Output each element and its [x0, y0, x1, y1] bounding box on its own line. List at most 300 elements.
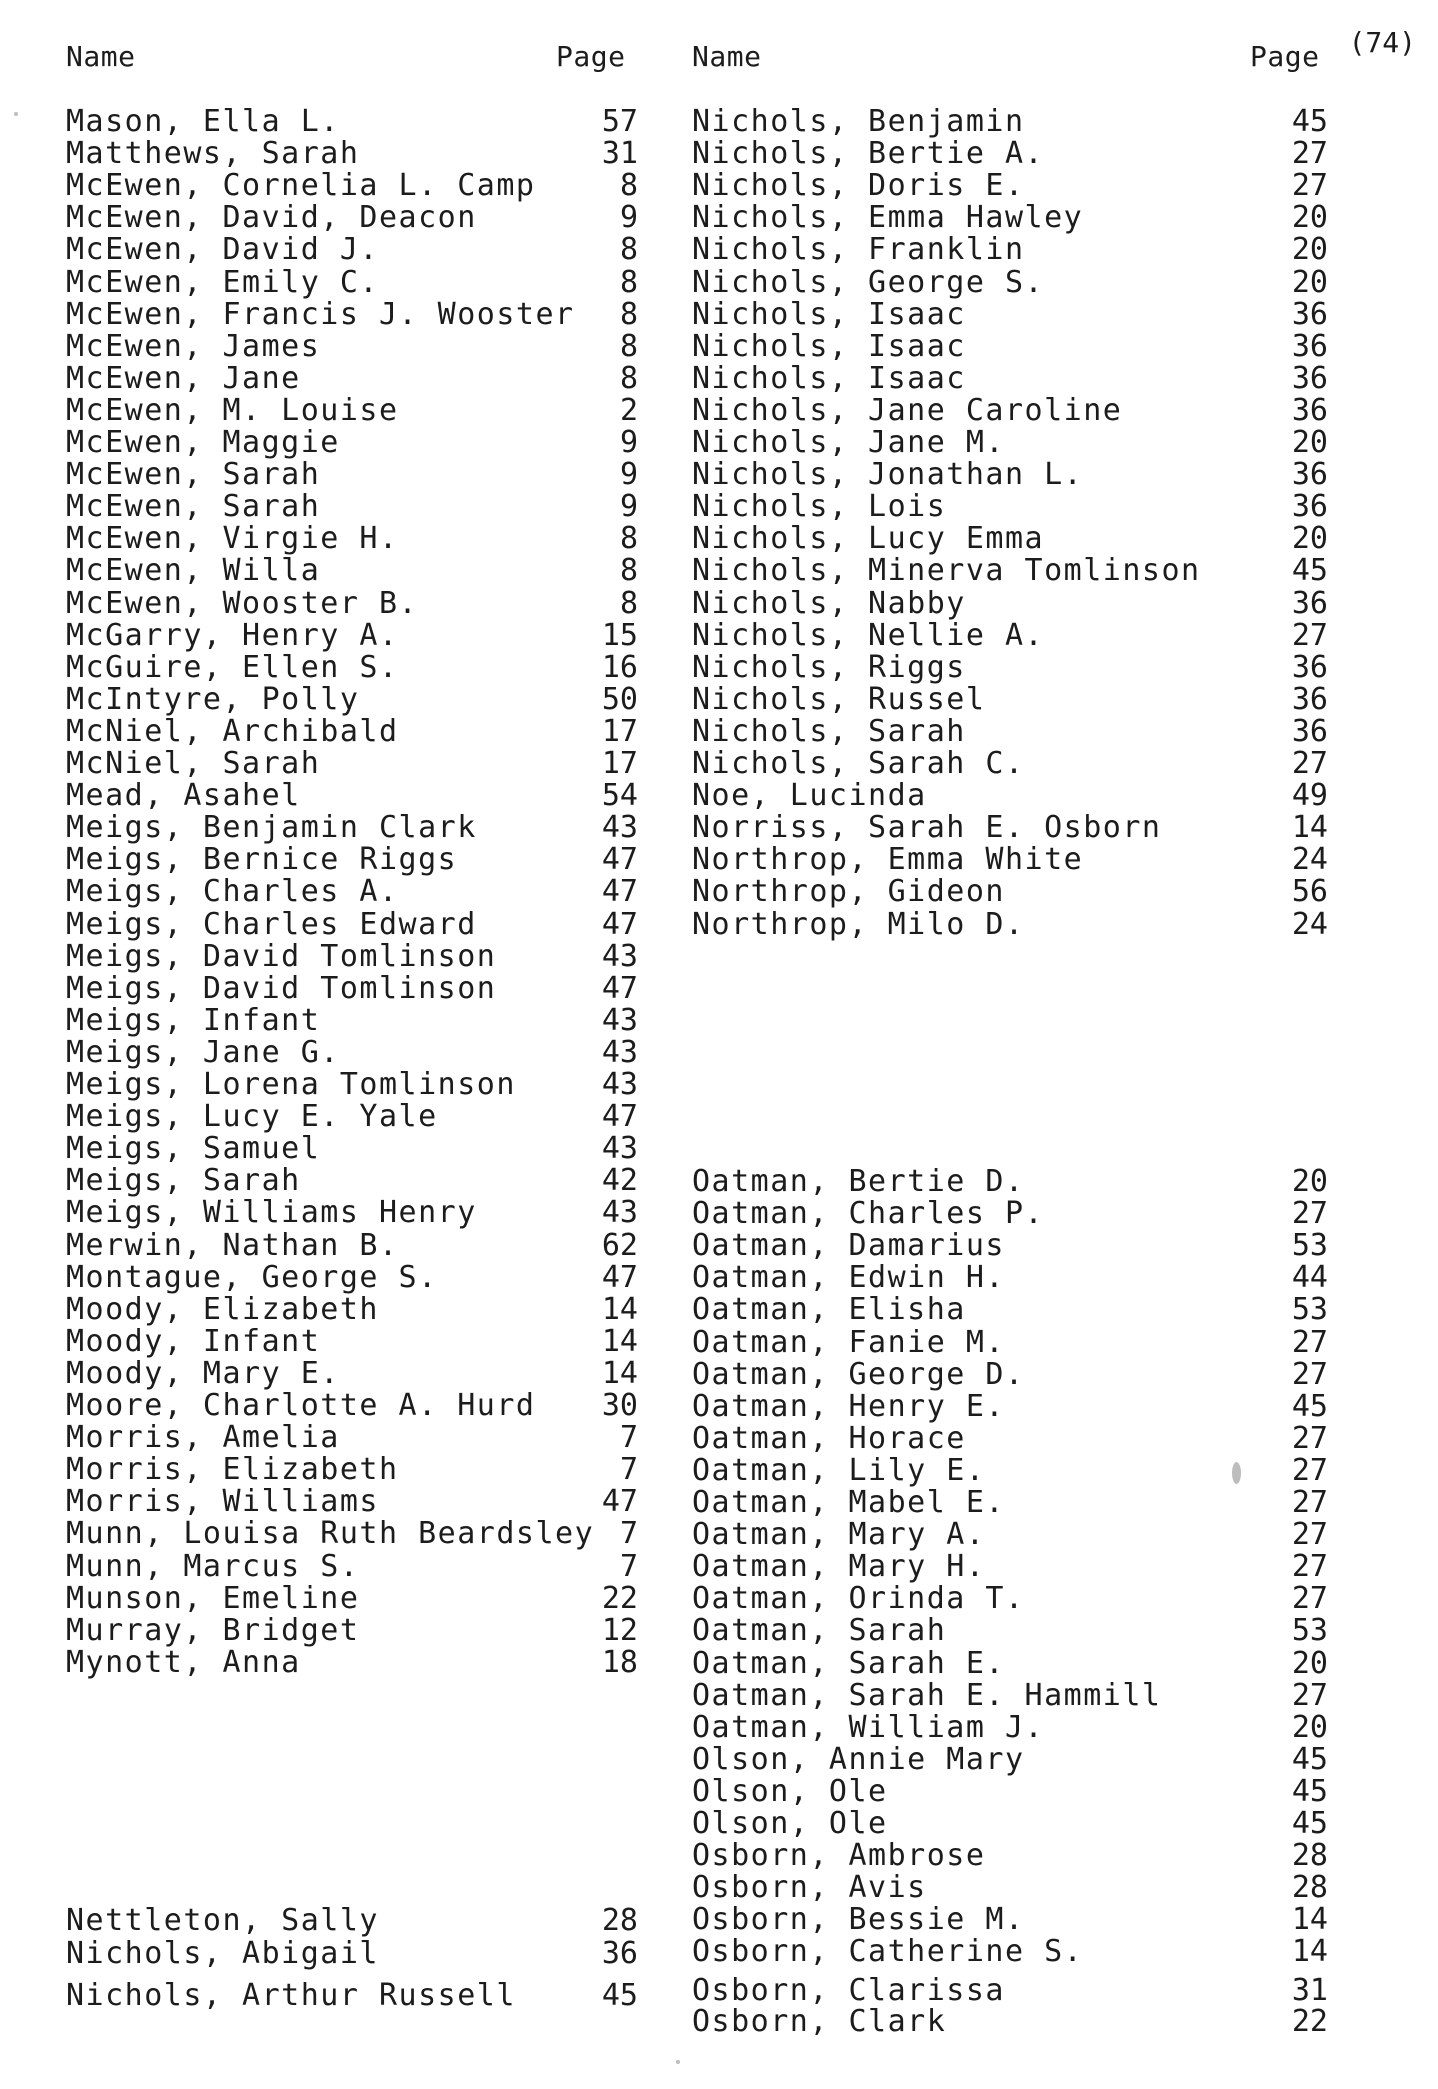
entry-page: 47	[601, 874, 638, 910]
left-page-header: Page	[556, 40, 626, 73]
index-entry	[692, 1936, 1328, 1968]
entry-name: Nichols, Riggs	[692, 649, 966, 685]
entry-name: Olson, Annie Mary	[692, 1741, 1025, 1777]
entry-name: Nichols, Arthur Russell	[66, 1978, 516, 2013]
entry-name: Morris, Williams	[66, 1484, 379, 1520]
entry-page: 45	[1291, 1773, 1328, 1809]
entry-page: 36	[601, 1936, 638, 1971]
entry-page: 57	[601, 104, 638, 139]
entry-name: Nichols, George S.	[692, 264, 1045, 300]
entry-page: 8	[619, 585, 638, 621]
entry-name: Nichols, Nellie A.	[692, 617, 1045, 653]
entry-name: Nichols, Minerva Tomlinson	[692, 553, 1201, 589]
entry-page: 43	[601, 1002, 638, 1038]
entry-name: Nichols, Lucy Emma	[692, 521, 1045, 557]
entry-page: 54	[601, 778, 638, 814]
index-entry	[692, 649, 1328, 685]
entry-name: Murray, Bridget	[66, 1612, 360, 1648]
entry-page: 20	[1291, 232, 1328, 268]
entry-name: Moore, Charlotte A. Hurd	[66, 1388, 536, 1423]
entry-name: Nichols, Doris E.	[692, 168, 1025, 204]
entry-name: Oatman, Fanie M.	[692, 1324, 1005, 1360]
index-entry	[692, 844, 1328, 876]
entry-page: 8	[619, 264, 638, 300]
index-entry	[692, 1583, 1328, 1615]
index-entry	[66, 617, 638, 653]
entry-page: 9	[619, 200, 638, 236]
entry-page: 27	[1291, 617, 1328, 653]
index-entry	[66, 713, 638, 749]
entry-name: Olson, Ole	[692, 1773, 888, 1809]
entry-name: Oatman, Lily E.	[692, 1452, 986, 1488]
entry-page: 22	[601, 1580, 638, 1616]
entry-page: 36	[1291, 328, 1328, 364]
entry-page: 36	[1291, 681, 1328, 717]
index-entry	[66, 681, 638, 717]
index-entry	[692, 1356, 1328, 1392]
entry-name: Meigs, Benjamin Clark	[66, 810, 477, 846]
index-entry	[692, 617, 1328, 653]
index-entry	[66, 748, 638, 780]
entry-name: Meigs, Sarah	[66, 1163, 301, 1199]
entry-name: McEwen, Francis J. Wooster	[66, 296, 575, 332]
entry-name: Nichols, Isaac	[692, 328, 966, 364]
entry-page: 44	[1291, 1260, 1328, 1296]
entry-name: Nichols, Benjamin	[692, 104, 1025, 139]
index-entry	[692, 906, 1328, 942]
entry-name: Osborn, Clark	[692, 2004, 947, 2039]
index-entry	[66, 491, 638, 523]
index-entry	[692, 1773, 1328, 1809]
index-entry	[692, 748, 1328, 780]
entry-page: 27	[1291, 1196, 1328, 1232]
entry-page: 24	[1291, 906, 1328, 942]
entry-name: Oatman, Damarius	[692, 1228, 1005, 1264]
entry-name: Montague, George S.	[66, 1259, 438, 1295]
entry-page: 18	[601, 1644, 638, 1680]
index-entry	[66, 170, 638, 202]
entry-page: 47	[601, 842, 638, 878]
index-entry	[66, 780, 638, 812]
index-entry	[692, 296, 1328, 332]
entry-name: Mead, Asahel	[66, 778, 301, 814]
index-entry	[66, 649, 638, 685]
entry-page: 17	[601, 746, 638, 781]
entry-page: 28	[601, 1903, 638, 1938]
entry-name: McNiel, Archibald	[66, 713, 399, 749]
entry-name: Meigs, Bernice Riggs	[66, 842, 458, 878]
index-entry	[66, 876, 638, 908]
index-entry	[692, 1677, 1328, 1713]
entry-name: Nichols, Bertie A.	[692, 136, 1045, 172]
entry-name: Nichols, Jane M.	[692, 425, 1005, 460]
entry-page: 9	[619, 425, 638, 460]
entry-page: 27	[1291, 1581, 1328, 1617]
entry-page: 27	[1291, 1324, 1328, 1360]
entry-name: Oatman, Mabel E.	[692, 1485, 1005, 1520]
entry-page: 7	[619, 1452, 638, 1488]
entry-page: 45	[1291, 553, 1328, 589]
index-entry	[66, 1486, 638, 1518]
index-entry	[66, 1518, 638, 1550]
entry-page: 27	[1291, 1549, 1328, 1585]
index-entry	[692, 1645, 1328, 1681]
paper-speck	[676, 2060, 680, 2064]
index-entry	[692, 392, 1328, 428]
index-entry	[66, 970, 638, 1006]
entry-page: 20	[1291, 1709, 1328, 1745]
entry-page: 27	[1291, 746, 1328, 781]
entry-name: McEwen, Cornelia L. Camp	[66, 168, 536, 204]
entry-page: 47	[601, 1099, 638, 1135]
entry-page: 20	[1291, 425, 1328, 460]
entry-name: McEwen, Willa	[66, 553, 321, 589]
index-entry	[66, 1548, 638, 1584]
entry-page: 15	[601, 617, 638, 653]
entry-name: Matthews, Sarah	[66, 136, 360, 172]
index-entry	[692, 328, 1328, 364]
index-entry	[66, 1580, 638, 1616]
index-entry	[66, 202, 638, 234]
entry-page: 27	[1291, 1677, 1328, 1713]
entry-name: McEwen, Sarah	[66, 457, 321, 493]
index-entry	[692, 170, 1328, 202]
entry-name: Oatman, Orinda T.	[692, 1581, 1025, 1617]
index-entry	[692, 681, 1328, 717]
entry-page: 27	[1291, 136, 1328, 172]
index-entry	[66, 1644, 638, 1680]
entry-page: 12	[601, 1612, 638, 1648]
index-entry	[66, 106, 638, 138]
entry-name: McEwen, Sarah	[66, 489, 321, 525]
entry-page: 27	[1291, 1452, 1328, 1488]
entry-page: 8	[619, 360, 638, 396]
entry-page: 45	[1291, 1388, 1328, 1424]
index-entry	[692, 1551, 1328, 1583]
entry-name: Meigs, Williams Henry	[66, 1195, 477, 1231]
entry-page: 20	[1291, 200, 1328, 236]
index-entry	[66, 1390, 638, 1422]
index-entry	[692, 1420, 1328, 1456]
entry-name: Moody, Mary E.	[66, 1355, 340, 1391]
entry-page: 36	[1291, 489, 1328, 525]
entry-page: 8	[619, 553, 638, 589]
index-entry	[66, 1938, 638, 1970]
index-entry	[692, 713, 1328, 749]
entry-name: McEwen, David, Deacon	[66, 200, 477, 236]
index-entry	[66, 1980, 638, 2012]
entry-page: 7	[619, 1548, 638, 1584]
entry-name: McEwen, James	[66, 328, 321, 364]
entry-name: Oatman, George D.	[692, 1356, 1025, 1392]
entry-page: 36	[1291, 585, 1328, 621]
index-entry	[66, 459, 638, 491]
entry-page: 47	[601, 970, 638, 1006]
entry-name: Oatman, Mary H.	[692, 1549, 986, 1585]
entry-name: Osborn, Avis	[692, 1870, 927, 1906]
entry-page: 8	[619, 168, 638, 204]
entry-name: Norriss, Sarah E. Osborn	[692, 810, 1162, 846]
entry-page: 56	[1291, 874, 1328, 910]
entry-name: McEwen, M. Louise	[66, 392, 399, 428]
index-entry	[66, 1133, 638, 1165]
entry-page: 28	[1291, 1838, 1328, 1874]
entry-name: Munson, Emeline	[66, 1580, 360, 1616]
entry-name: McGuire, Ellen S.	[66, 649, 399, 685]
entry-name: Nichols, Jane Caroline	[692, 392, 1123, 428]
entry-page: 43	[601, 810, 638, 846]
index-entry	[692, 1840, 1328, 1872]
entry-page: 16	[601, 649, 638, 685]
index-entry	[66, 427, 638, 459]
entry-page: 36	[1291, 360, 1328, 396]
entry-name: Osborn, Bessie M.	[692, 1902, 1025, 1938]
entry-page: 7	[619, 1516, 638, 1552]
entry-page: 47	[601, 1259, 638, 1295]
index-entry	[692, 1741, 1328, 1777]
entry-name: Meigs, David Tomlinson	[66, 970, 497, 1006]
entry-name: Nichols, Jonathan L.	[692, 457, 1084, 493]
entry-name: Northrop, Gideon	[692, 874, 1005, 910]
entry-name: McGarry, Henry A.	[66, 617, 399, 653]
index-entry	[692, 1324, 1328, 1360]
entry-name: Nichols, Sarah C.	[692, 746, 1025, 781]
entry-name: Northrop, Milo D.	[692, 906, 1025, 942]
entry-page: 14	[1291, 810, 1328, 846]
index-entry	[692, 491, 1328, 523]
entry-name: Oatman, Bertie D.	[692, 1164, 1025, 1199]
entry-name: Oatman, Henry E.	[692, 1388, 1005, 1424]
entry-page: 14	[601, 1291, 638, 1327]
entry-page: 14	[601, 1323, 638, 1359]
index-entry	[692, 360, 1328, 396]
entry-name: Nichols, Nabby	[692, 585, 966, 621]
right-name-header: Name	[692, 40, 762, 73]
index-entry	[66, 906, 638, 942]
index-entry	[692, 1519, 1328, 1551]
entry-page: 36	[1291, 296, 1328, 332]
entry-page: 36	[1291, 649, 1328, 685]
entry-name: Oatman, Elisha	[692, 1292, 966, 1328]
entry-name: Oatman, Edwin H.	[692, 1260, 1005, 1296]
index-entry	[66, 1454, 638, 1486]
index-entry	[692, 202, 1328, 234]
index-entry	[66, 138, 638, 170]
index-entry	[66, 234, 638, 266]
entry-name: Meigs, David Tomlinson	[66, 938, 497, 974]
entry-name: Northrop, Emma White	[692, 842, 1084, 878]
entry-name: Meigs, Samuel	[66, 1131, 321, 1167]
index-entry	[692, 1975, 1328, 2007]
entry-name: Nichols, Isaac	[692, 360, 966, 396]
index-entry	[692, 1872, 1328, 1904]
index-entry	[692, 812, 1328, 844]
entry-name: Nichols, Sarah	[692, 713, 966, 749]
entry-name: Meigs, Charles A.	[66, 874, 399, 910]
index-entry	[692, 106, 1328, 138]
index-entry	[66, 585, 638, 621]
entry-page: 27	[1291, 1485, 1328, 1520]
index-entry	[692, 459, 1328, 491]
index-entry	[66, 1612, 638, 1648]
entry-name: Morris, Amelia	[66, 1420, 340, 1456]
entry-name: Mason, Ella L.	[66, 104, 340, 139]
entry-name: Oatman, Sarah E. Hammill	[692, 1677, 1162, 1713]
entry-name: Nichols, Lois	[692, 489, 947, 525]
entry-name: Meigs, Jane G.	[66, 1034, 340, 1070]
entry-name: Meigs, Infant	[66, 1002, 321, 1038]
index-entry	[692, 1198, 1328, 1230]
index-entry	[66, 1259, 638, 1295]
entry-page: 36	[1291, 392, 1328, 428]
entry-page: 27	[1291, 1420, 1328, 1456]
entry-name: Oatman, William J.	[692, 1709, 1045, 1745]
left-name-header: Name	[66, 40, 136, 73]
index-entry	[692, 780, 1328, 812]
entry-page: 24	[1291, 842, 1328, 878]
index-entry	[692, 1487, 1328, 1519]
entry-name: Moody, Infant	[66, 1323, 321, 1359]
entry-name: McEwen, Wooster B.	[66, 585, 419, 621]
entry-page: 45	[1291, 1741, 1328, 1777]
entry-name: Nichols, Emma Hawley	[692, 200, 1084, 236]
entry-page: 53	[1291, 1613, 1328, 1649]
entry-page: 43	[601, 1067, 638, 1102]
entry-name: Oatman, Sarah	[692, 1613, 947, 1649]
entry-page: 14	[1291, 1902, 1328, 1938]
entry-page: 20	[1291, 264, 1328, 300]
index-entry	[66, 1291, 638, 1327]
entry-page: 28	[1291, 1870, 1328, 1906]
entry-page: 62	[601, 1227, 638, 1263]
entry-page: 22	[1291, 2004, 1328, 2039]
index-entry	[66, 1165, 638, 1197]
paper-speck	[1232, 1462, 1241, 1484]
index-entry	[66, 296, 638, 332]
entry-page: 53	[1291, 1292, 1328, 1328]
entry-page: 14	[601, 1355, 638, 1391]
entry-page: 53	[1291, 1228, 1328, 1264]
index-entry	[692, 427, 1328, 459]
index-entry	[66, 1905, 638, 1937]
index-entry	[692, 523, 1328, 555]
entry-page: 45	[601, 1978, 638, 2013]
entry-page: 36	[1291, 713, 1328, 749]
entry-page: 9	[619, 489, 638, 525]
entry-name: McEwen, David J.	[66, 232, 379, 268]
entry-page: 43	[601, 1131, 638, 1167]
index-entry	[66, 523, 638, 555]
index-entry	[692, 1615, 1328, 1647]
entry-name: Nichols, Abigail	[66, 1936, 379, 1971]
index-entry	[66, 1323, 638, 1359]
index-entry	[66, 938, 638, 974]
entry-name: Olson, Ole	[692, 1806, 888, 1841]
entry-page: 45	[1291, 1806, 1328, 1841]
index-entry	[692, 1709, 1328, 1745]
index-entry	[66, 392, 638, 428]
entry-name: McEwen, Jane	[66, 360, 301, 396]
index-entry	[692, 234, 1328, 266]
index-entry	[692, 1388, 1328, 1424]
index-entry	[66, 1227, 638, 1263]
entry-page: 31	[601, 136, 638, 172]
paper-speck	[14, 112, 18, 116]
index-entry	[66, 1197, 638, 1229]
entry-name: Oatman, Charles P.	[692, 1196, 1045, 1232]
entry-page: 8	[619, 521, 638, 557]
entry-name: Nichols, Isaac	[692, 296, 966, 332]
entry-page: 20	[1291, 521, 1328, 557]
entry-name: McNiel, Sarah	[66, 746, 321, 781]
index-entry	[692, 555, 1328, 587]
entry-name: Oatman, Sarah E.	[692, 1645, 1005, 1681]
entry-page: 8	[619, 232, 638, 268]
entry-page: 17	[601, 713, 638, 749]
entry-name: McEwen, Virgie H.	[66, 521, 399, 557]
entry-page: 8	[619, 296, 638, 332]
entry-name: Osborn, Catherine S.	[692, 1934, 1084, 1970]
index-entry	[66, 1101, 638, 1133]
entry-name: Osborn, Clarissa	[692, 1973, 1005, 2008]
entry-name: Meigs, Lorena Tomlinson	[66, 1067, 516, 1102]
entry-name: Morris, Elizabeth	[66, 1452, 399, 1488]
index-entry	[66, 555, 638, 587]
entry-page: 50	[601, 681, 638, 717]
right-page-header: Page	[1250, 40, 1320, 73]
index-entry	[66, 328, 638, 364]
entry-page: 30	[601, 1388, 638, 1423]
entry-name: Noe, Lucinda	[692, 778, 927, 814]
entry-name: Munn, Louisa Ruth Beardsley	[66, 1516, 595, 1552]
page-number: (74)	[1348, 26, 1416, 59]
index-entry	[692, 2006, 1328, 2038]
entry-page: 49	[1291, 778, 1328, 814]
entry-name: Meigs, Charles Edward	[66, 906, 477, 942]
index-entry	[66, 812, 638, 844]
entry-name: Oatman, Horace	[692, 1420, 966, 1456]
entry-page: 47	[601, 1484, 638, 1520]
entry-page: 36	[1291, 457, 1328, 493]
entry-page: 47	[601, 906, 638, 942]
entry-name: Nichols, Franklin	[692, 232, 1025, 268]
entry-name: Oatman, Mary A.	[692, 1517, 986, 1553]
entry-page: 31	[1291, 1973, 1328, 2008]
index-entry	[692, 1262, 1328, 1294]
entry-page: 42	[601, 1163, 638, 1199]
entry-page: 2	[619, 392, 638, 428]
index-entry	[692, 1904, 1328, 1936]
entry-name: Nichols, Russel	[692, 681, 986, 717]
index-entry	[66, 1069, 638, 1101]
index-entry	[692, 1230, 1328, 1262]
entry-page: 27	[1291, 1517, 1328, 1553]
entry-name: McIntyre, Polly	[66, 681, 360, 717]
index-entry	[692, 264, 1328, 300]
entry-page: 27	[1291, 168, 1328, 204]
entry-name: Merwin, Nathan B.	[66, 1227, 399, 1263]
entry-page: 43	[601, 938, 638, 974]
entry-name: Moody, Elizabeth	[66, 1291, 379, 1327]
entry-name: Osborn, Ambrose	[692, 1838, 986, 1874]
entry-page: 7	[619, 1420, 638, 1456]
index-entry	[692, 1808, 1328, 1840]
entry-name: Munn, Marcus S.	[66, 1548, 360, 1584]
index-entry	[66, 1034, 638, 1070]
index-entry	[66, 844, 638, 876]
entry-name: Meigs, Lucy E. Yale	[66, 1099, 438, 1135]
index-entry	[66, 360, 638, 396]
